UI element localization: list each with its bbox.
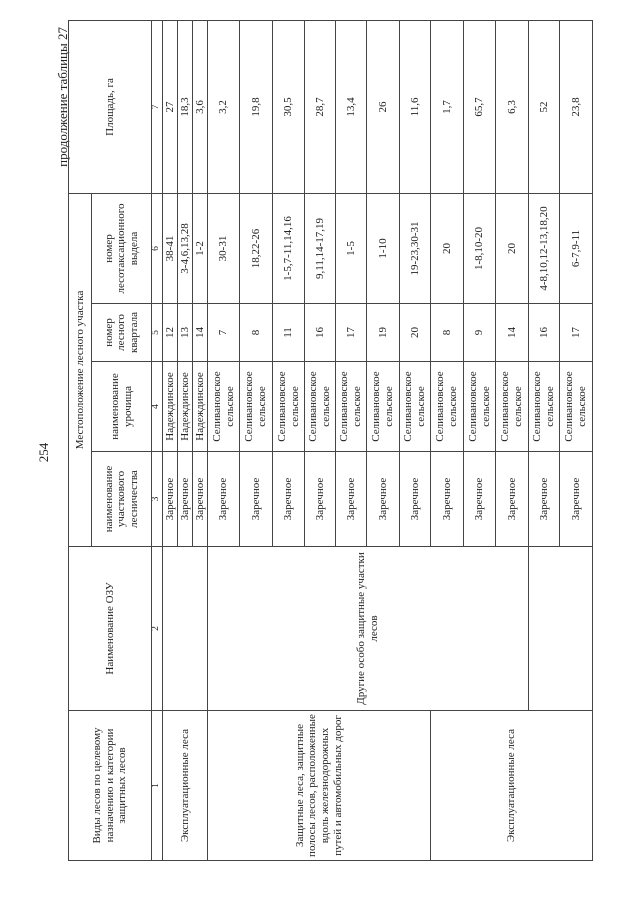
quarter-cell: 19 [367, 304, 400, 362]
forestry-cell: Заречное [336, 452, 367, 547]
table-row [208, 20, 240, 860]
tract-cell: Селивановское сельское [529, 362, 560, 452]
column-number: 4 [152, 362, 163, 452]
allotment-cell: 20 [431, 193, 464, 303]
forestry-cell: Заречное [367, 452, 400, 547]
allotment-cell: 38-41 [163, 193, 178, 303]
group-exploitation-forests: Эксплуатационные леса [431, 711, 593, 861]
header-ozu-name: Наименование ОЗУ [69, 547, 152, 711]
column-number-row [152, 20, 163, 860]
forestry-cell: Заречное [305, 452, 336, 547]
forest-plots-table [68, 20, 593, 861]
quarter-cell: 17 [560, 304, 593, 362]
column-number: 2 [152, 547, 163, 711]
forestry-cell: Заречное [208, 452, 240, 547]
quarter-cell: 14 [193, 304, 208, 362]
allotment-cell: 1-10 [367, 193, 400, 303]
tract-cell: Надеждинское [193, 362, 208, 452]
header-quarter-number: номер лесного квартала [92, 304, 152, 362]
allotment-cell: 6-7,9-11 [560, 193, 593, 303]
tract-cell: Селивановское сельское [496, 362, 529, 452]
tract-cell: Селивановское сельское [431, 362, 464, 452]
forestry-cell: Заречное [400, 452, 431, 547]
allotment-cell: 1-5 [336, 193, 367, 303]
header-area: Площадь, га [69, 20, 152, 193]
allotment-cell: 1-8,10-20 [464, 193, 496, 303]
allotment-cell: 30-31 [208, 193, 240, 303]
header-forestry-name: наименование участкового лесничества [92, 452, 152, 547]
tract-cell: Селивановское сельское [336, 362, 367, 452]
allotment-cell: 3-4,6,13,28 [178, 193, 193, 303]
area-cell: 28,7 [305, 20, 336, 193]
allotment-cell: 1-2 [193, 193, 208, 303]
allotment-cell: 20 [496, 193, 529, 303]
quarter-cell: 11 [273, 304, 305, 362]
area-cell: 18,3 [178, 20, 193, 193]
group-protective-forests: Защитные леса, защитные полосы лесов, расположенные вдоль железнодорожных путей и автомобильных дорог [208, 711, 431, 861]
allotment-cell: 18,22-26 [240, 193, 273, 303]
forestry-cell: Заречное [529, 452, 560, 547]
area-cell: 3,2 [208, 20, 240, 193]
area-cell: 1,7 [431, 20, 464, 193]
column-number: 7 [152, 20, 163, 193]
quarter-cell: 14 [496, 304, 529, 362]
quarter-cell: 17 [336, 304, 367, 362]
forestry-cell: Заречное [163, 452, 178, 547]
table-row [431, 20, 464, 860]
table-row [163, 20, 178, 860]
header-location-group: Местоположение лесного участка [69, 193, 92, 546]
column-number: 3 [152, 452, 163, 547]
tract-cell: Надеждинское [178, 362, 193, 452]
tract-cell: Надеждинское [163, 362, 178, 452]
forestry-cell: Заречное [240, 452, 273, 547]
quarter-cell: 8 [431, 304, 464, 362]
area-cell: 19,8 [240, 20, 273, 193]
area-cell: 13,4 [336, 20, 367, 193]
area-cell: 3,6 [193, 20, 208, 193]
area-cell: 27 [163, 20, 178, 193]
forestry-cell: Заречное [496, 452, 529, 547]
tract-cell: Селивановское сельское [367, 362, 400, 452]
area-cell: 6,3 [496, 20, 529, 193]
tract-cell: Селивановское сельское [240, 362, 273, 452]
allotment-cell: 4-8,10,12-13,18,20 [529, 193, 560, 303]
area-cell: 30,5 [273, 20, 305, 193]
tract-cell: Селивановское сельское [464, 362, 496, 452]
quarter-cell: 16 [305, 304, 336, 362]
continuation-label: продолжение таблицы 27 [55, 27, 70, 167]
column-number: 6 [152, 193, 163, 303]
ozu-other-protective-plots: Другие особо защитные участки лесов [208, 547, 529, 711]
area-cell: 26 [367, 20, 400, 193]
page-number: 254 [36, 442, 51, 463]
tract-cell: Селивановское сельское [305, 362, 336, 452]
quarter-cell: 7 [208, 304, 240, 362]
header-forest-type: Виды лесов по целевому назначению и категории защитных лесов [69, 711, 152, 861]
quarter-cell: 16 [529, 304, 560, 362]
group-exploitation-forests: Эксплуатационные леса [163, 711, 208, 861]
ozu-name-cell [163, 547, 208, 711]
area-cell: 52 [529, 20, 560, 193]
forestry-cell: Заречное [193, 452, 208, 547]
forestry-cell: Заречное [431, 452, 464, 547]
allotment-cell: 19-23,30-31 [400, 193, 431, 303]
column-number: 5 [152, 304, 163, 362]
tract-cell: Селивановское сельское [400, 362, 431, 452]
allotment-cell: 1-5,7-11,14,16 [273, 193, 305, 303]
tract-cell: Селивановское сельское [273, 362, 305, 452]
forestry-cell: Заречное [178, 452, 193, 547]
area-cell: 11,6 [400, 20, 431, 193]
column-number: 1 [152, 711, 163, 861]
area-cell: 65,7 [464, 20, 496, 193]
area-cell: 23,8 [560, 20, 593, 193]
tract-cell: Селивановское сельское [208, 362, 240, 452]
quarter-cell: 20 [400, 304, 431, 362]
forestry-cell: Заречное [464, 452, 496, 547]
forestry-cell: Заречное [560, 452, 593, 547]
quarter-cell: 12 [163, 304, 178, 362]
header-allotment-number: номер лесотаксационного выдела [92, 193, 152, 303]
quarter-cell: 9 [464, 304, 496, 362]
header-tract-name: наименование урочища [92, 362, 152, 452]
ozu-name-cell [529, 547, 593, 711]
tract-cell: Селивановское сельское [560, 362, 593, 452]
quarter-cell: 13 [178, 304, 193, 362]
header-row-1 [69, 20, 92, 860]
allotment-cell: 9,11,14-17,19 [305, 193, 336, 303]
forestry-cell: Заречное [273, 452, 305, 547]
quarter-cell: 8 [240, 304, 273, 362]
